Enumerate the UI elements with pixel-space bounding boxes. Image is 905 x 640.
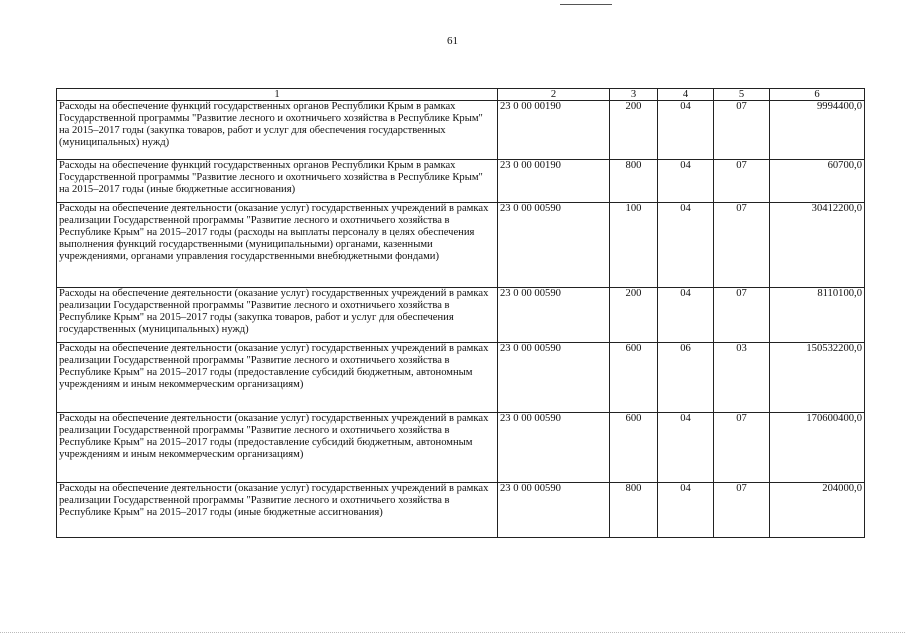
table-row	[57, 288, 865, 343]
table-row	[57, 160, 865, 203]
expense-type-code: 200	[610, 101, 658, 160]
expense-description: Расходы на обеспечение деятельности (оказание услуг) государственных учреждений в рамках реализации Государственной программы "Развитие лесного и охотничьего хозяйства в Республике Крым" на 2015–2017 годы (расходы на выплаты персоналу в целях обеспечения выполнения функций государственными (муниципальными) органами, казенными учреждениями, органами управления государственными внебюджетными фондами)	[57, 203, 498, 288]
target-article-code: 23 0 00 00190	[498, 160, 610, 203]
expense-description: Расходы на обеспечение функций государственных органов Республики Крым в рамках Государственной программы "Развитие лесного и охотничьего хозяйства в Республике Крым" на 2015–2017 годы (иные бюджетные ассигнования)	[57, 160, 498, 203]
table-row	[57, 483, 865, 538]
scan-artifact-line	[560, 4, 612, 5]
expense-description: Расходы на обеспечение деятельности (оказание услуг) государственных учреждений в рамках реализации Государственной программы "Развитие лесного и охотничьего хозяйства в Республике Крым" на 2015–2017 годы (иные бюджетные ассигнования)	[57, 483, 498, 538]
col-header-4: 4	[658, 89, 714, 101]
budget-table	[56, 88, 865, 538]
target-article-code: 23 0 00 00590	[498, 343, 610, 413]
subsection-code: 07	[714, 101, 770, 160]
table-row	[57, 101, 865, 160]
expense-description: Расходы на обеспечение деятельности (оказание услуг) государственных учреждений в рамках реализации Государственной программы "Развитие лесного и охотничьего хозяйства в Республике Крым" на 2015–2017 годы (предоставление субсидий бюджетным, автономным учреждениям и иным некоммерческим организациям)	[57, 413, 498, 483]
col-header-5: 5	[714, 89, 770, 101]
subsection-code: 07	[714, 483, 770, 538]
expense-type-code: 200	[610, 288, 658, 343]
section-code: 04	[658, 101, 714, 160]
scan-artifact-bottom	[0, 632, 905, 636]
subsection-code: 03	[714, 343, 770, 413]
expense-type-code: 800	[610, 483, 658, 538]
amount: 204000,0	[770, 483, 865, 538]
expense-description: Расходы на обеспечение деятельности (оказание услуг) государственных учреждений в рамках реализации Государственной программы "Развитие лесного и охотничьего хозяйства в Республике Крым" на 2015–2017 годы (закупка товаров, работ и услуг для обеспечения государственных (муниципальных) нужд)	[57, 288, 498, 343]
subsection-code: 07	[714, 203, 770, 288]
subsection-code: 07	[714, 288, 770, 343]
amount: 9994400,0	[770, 101, 865, 160]
target-article-code: 23 0 00 00590	[498, 483, 610, 538]
section-code: 04	[658, 413, 714, 483]
table-row	[57, 413, 865, 483]
section-code: 04	[658, 203, 714, 288]
subsection-code: 07	[714, 413, 770, 483]
amount: 150532200,0	[770, 343, 865, 413]
col-header-1: 1	[57, 89, 498, 101]
expense-description: Расходы на обеспечение функций государственных органов Республики Крым в рамках Государственной программы "Развитие лесного и охотничьего хозяйства в Республике Крым" на 2015–2017 годы (закупка товаров, работ и услуг для обеспечения государственных (муниципальных) нужд)	[57, 101, 498, 160]
amount: 60700,0	[770, 160, 865, 203]
col-header-2: 2	[498, 89, 610, 101]
section-code: 04	[658, 288, 714, 343]
target-article-code: 23 0 00 00590	[498, 413, 610, 483]
table-row	[57, 203, 865, 288]
expense-description: Расходы на обеспечение деятельности (оказание услуг) государственных учреждений в рамках реализации Государственной программы "Развитие лесного и охотничьего хозяйства в Республике Крым" на 2015–2017 годы (предоставление субсидий бюджетным, автономным учреждениям и иным некоммерческим организациям)	[57, 343, 498, 413]
expense-type-code: 100	[610, 203, 658, 288]
section-code: 04	[658, 483, 714, 538]
amount: 170600400,0	[770, 413, 865, 483]
expense-type-code: 800	[610, 160, 658, 203]
target-article-code: 23 0 00 00590	[498, 203, 610, 288]
target-article-code: 23 0 00 00190	[498, 101, 610, 160]
page-number: 61	[447, 35, 458, 47]
section-code: 06	[658, 343, 714, 413]
amount: 30412200,0	[770, 203, 865, 288]
table-row	[57, 343, 865, 413]
expense-type-code: 600	[610, 343, 658, 413]
target-article-code: 23 0 00 00590	[498, 288, 610, 343]
col-header-6: 6	[770, 89, 865, 101]
section-code: 04	[658, 160, 714, 203]
amount: 8110100,0	[770, 288, 865, 343]
expense-type-code: 600	[610, 413, 658, 483]
subsection-code: 07	[714, 160, 770, 203]
header-row	[57, 89, 865, 101]
col-header-3: 3	[610, 89, 658, 101]
